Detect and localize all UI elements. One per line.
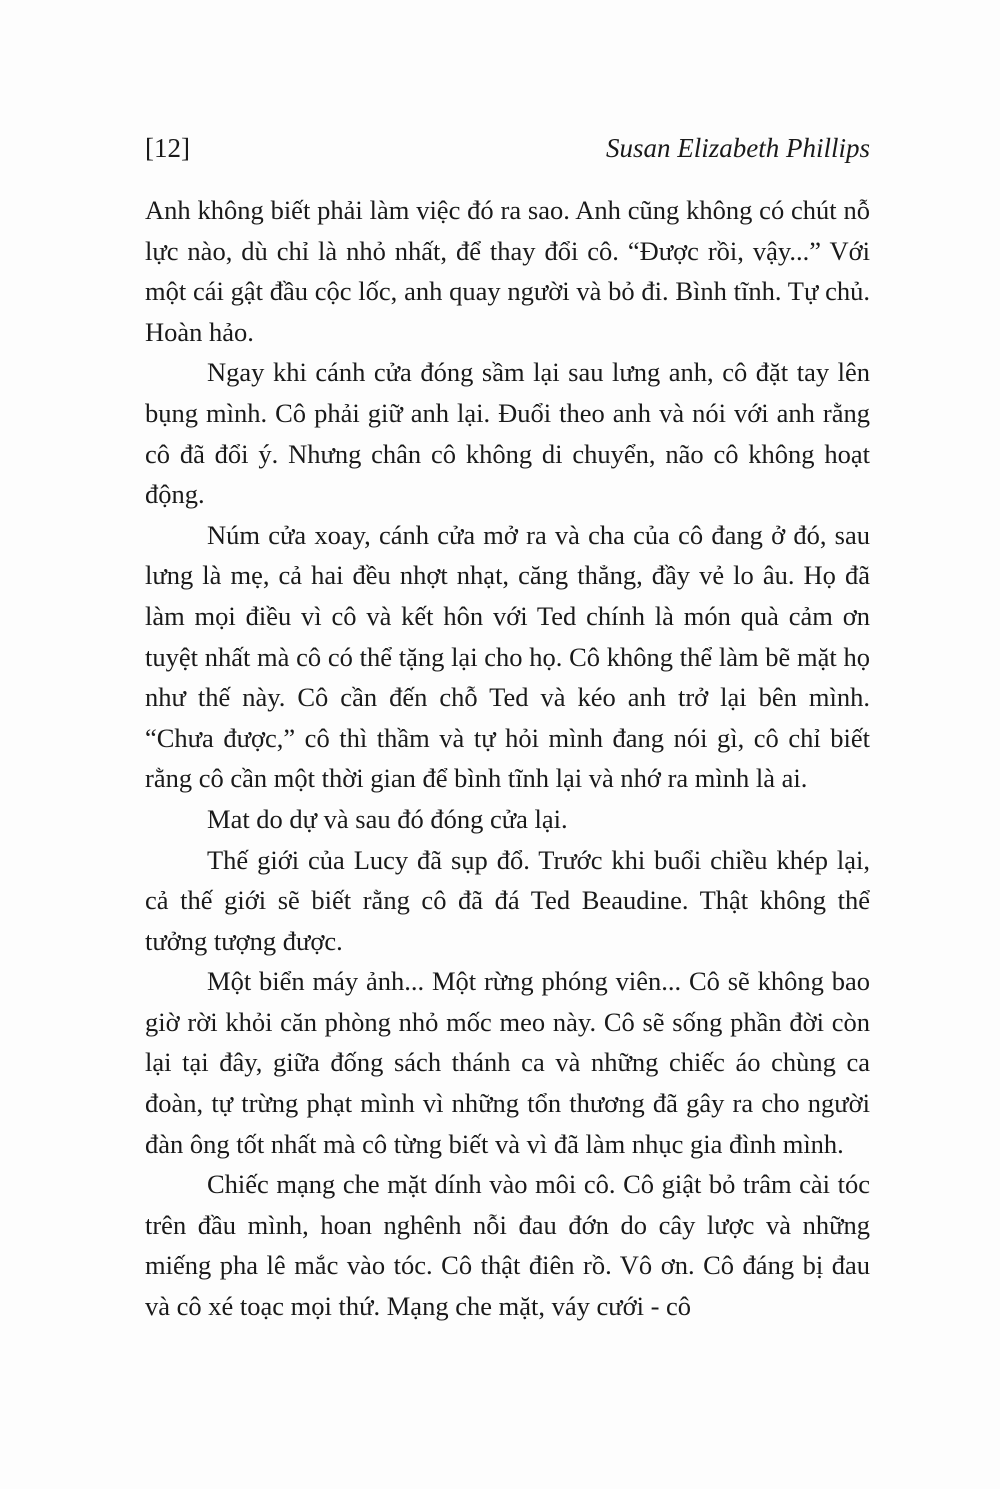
- paragraph: Thế giới của Lucy đã sụp đổ. Trước khi buổi chiều khép lại, cả thế giới sẽ biết rằng cô đã đá Ted Beaudine. Thật không thể tưởng tượng được.: [145, 844, 870, 956]
- running-head-author: Susan Elizabeth Phillips: [605, 133, 870, 163]
- paragraph: Một biển máy ảnh... Một rừng phóng viên... Cô sẽ không bao giờ rời khỏi căn phòng nhỏ mốc meo này. Cô sẽ sống phần đời còn lại tại đây, giữa đống sách thánh ca và những chiếc áo chùng ca đoàn, tự trừng phạt mình vì những tổn thương đã gây ra cho người đàn ông tốt nhất mà cô từng biết và vì đã làm nhục gia đình mình.: [145, 966, 870, 1159]
- paragraph: Anh không biết phải làm việc đó ra sao. Anh cũng không có chút nỗ lực nào, dù chỉ là nhỏ nhất, để thay đổi cô. “Được rồi, vậy...” Với một cái gật đầu cộc lốc, anh quay người và bỏ đi. Bình tĩnh. Tự chủ. Hoàn hảo.: [145, 195, 870, 347]
- paragraph: Núm cửa xoay, cánh cửa mở ra và cha của cô đang ở đó, sau lưng là mẹ, cả hai đều nhợt nhạt, căng thẳng, đầy vẻ lo âu. Họ đã làm mọi điều vì cô và kết hôn với Ted chính là món quà cảm ơn tuyệt nhất mà cô có thể tặng lại cho họ. Cô không thể làm bẽ mặt họ như thế này. Cô cần đến chỗ Ted và kéo anh trở lại bên mình. “Chưa được,” cô thì thầm và tự hỏi mình đang nói gì, cô chỉ biết rằng cô cần một thời gian để bình tĩnh lại và nhớ ra mình là ai.: [145, 519, 870, 794]
- running-head: [145, 128, 870, 168]
- paragraph: Chiếc mạng che mặt dính vào môi cô. Cô giật bỏ trâm cài tóc trên đầu mình, hoan nghênh nỗi đau đớn do cây lược và những miếng pha lê mắc vào tóc. Cô thật điên rồ. Vô ơn. Cô đáng bị đau và cô xé toạc mọi thứ. Mạng che mặt, váy cưới - cô: [145, 1169, 870, 1322]
- body-text: [145, 190, 870, 1327]
- paragraph: Mat do dự và sau đó đóng cửa lại.: [207, 803, 568, 834]
- page-number: [12]: [145, 133, 190, 163]
- paragraph: Ngay khi cánh cửa đóng sầm lại sau lưng anh, cô đặt tay lên bụng mình. Cô phải giữ anh lại. Đuổi theo anh và nói với anh rằng cô đã đổi ý. Nhưng chân cô không di chuyển, não cô không hoạt động.: [145, 357, 870, 510]
